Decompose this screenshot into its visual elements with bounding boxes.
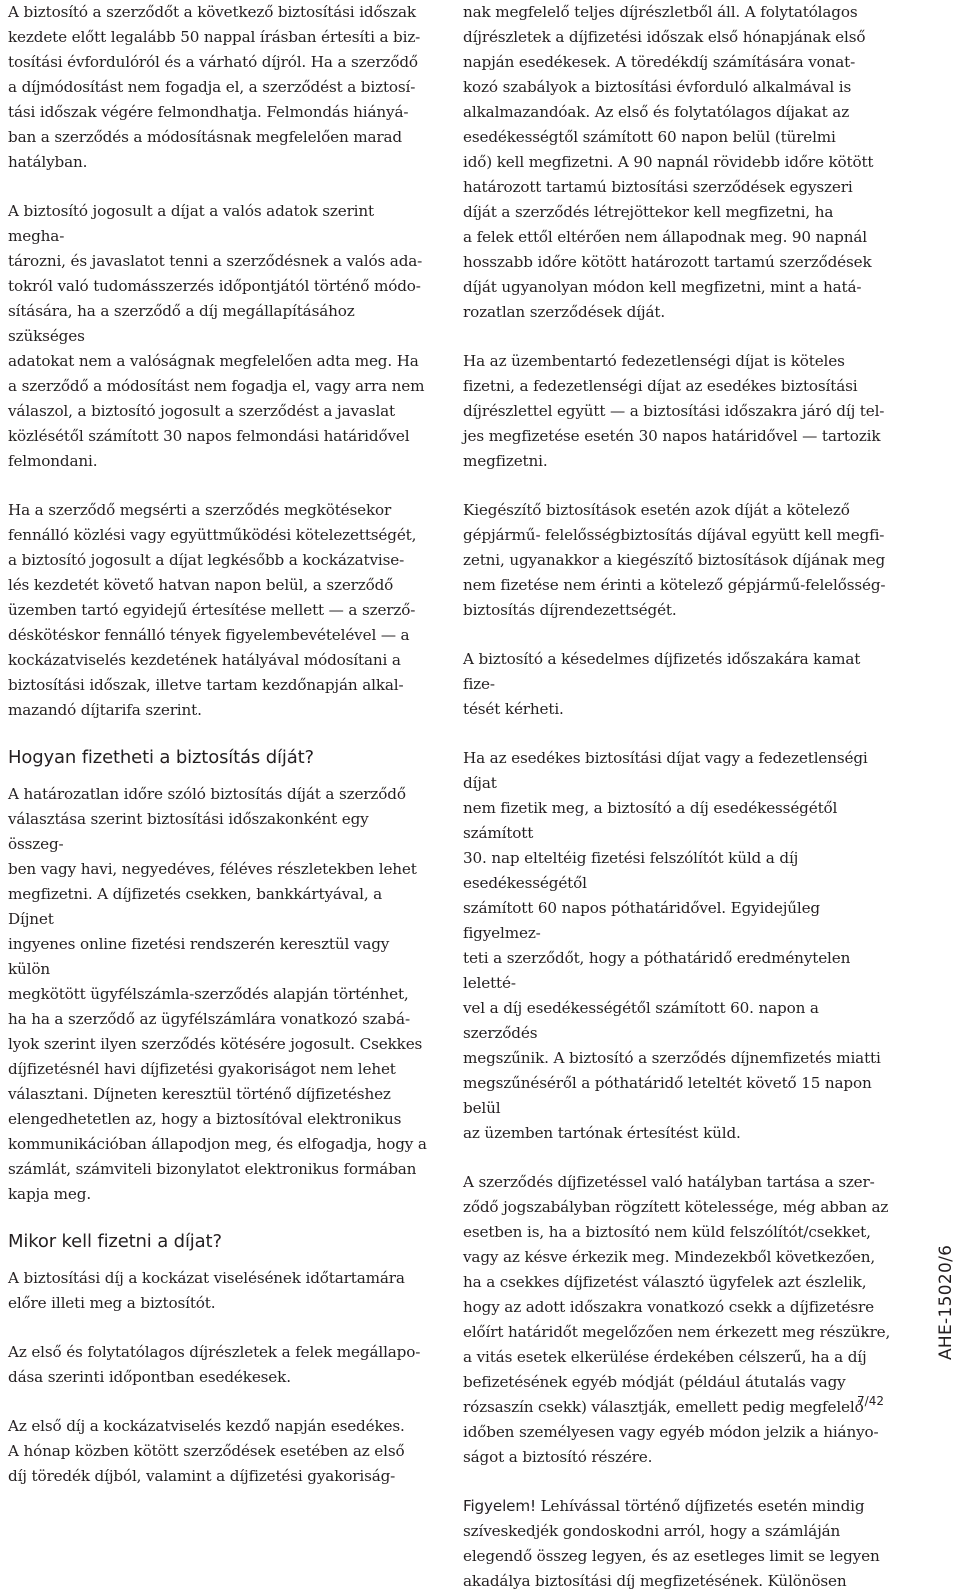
paragraph: A biztosítási díj a kockázat viselésének időtartamára előre illeti meg a biztosítót. <box>8 1269 405 1312</box>
paragraph: A biztosító jogosult a díjat a valós adatok szerint megha- tározni, és javaslatot tenni a szerződésnek a valós ada- tokról való tudomásszerzés időpontjától történő módo- sítására, ha a szerződő a díj megállapításához szükséges adatokat nem a valóságnak megfelelően adta meg. Ha a szerződő a módosítást nem fogadja el, vagy arra nem válaszol, a biztosító jogosult a szerződést a javaslat közlésétől számított 30 napos felmondási határidővel felmondani. <box>8 202 425 470</box>
warning-text: Lehívással történő díjfizetés esetén mindig szíveskedjék gondoskodni arról, hogy a számláján elegendő összeg legyen, és az esetleges limit se legyen akadálya biztosítási díj megfizetésének. Különösen <box>463 1497 880 1590</box>
paragraph: Az első díj a kockázatviselés kezdő napján esedékes. A hónap közben kötött szerződések esetében az első díj töredék díjból, valamint a díjfizetési gyakoriság- <box>8 1417 405 1485</box>
section-heading-payment-due: Mikor kell fizetni a díjat? <box>8 1231 222 1252</box>
paragraph: A biztosító a szerződőt a következő biztosítási időszak kezdete előtt legalább 50 nappal írásban értesíti a biz- tosítási évfordulóról és a várható díjról. Ha a szerződő a díjmódosítást nem fogadja el, a szerződést a biztosí- tási időszak végére felmondhatja. Felmondás hiányá- ban a szerződés a módosításnak megfelelően marad hatályban. <box>8 3 421 171</box>
paragraph: Kiegészítő biztosítások esetén azok díját a kötelező gépjármű- felelősségbiztosítás díjával együtt kell megfi- zetni, ugyanakkor a kiegészítő biztosítások díjának meg nem fizetése nem érinti a kötelező gépjármű-felelősség- biztosítás díjrendezettségét. <box>463 501 886 619</box>
paragraph: Az első és folytatólagos díjrészletek a felek megállapo- dása szerinti időpontban esedékesek. <box>8 1343 421 1386</box>
document-code: AHE-15020/6 <box>936 1244 956 1360</box>
paragraph: Ha a szerződő megsérti a szerződés megkötésekor fennálló közlési vagy együttműködési kötelezettségét, a biztosító jogosult a díjat legkésőbb a kockázatvise- lés kezdetét követő hatvan napon belül, a szerződő üzemben tartó egyidejű értesítése mellett — a szerző- déskötéskor fennálló tények figyelembevételével — a kockázatviselés kezdetének hatályával módosítani a biztosítási időszak, illetve tartam kezdőnapján alkal- mazandó díjtarifa szerint. <box>8 501 417 719</box>
page-number: 7/42 <box>857 1394 884 1408</box>
right-column <box>463 0 893 1594</box>
warning-paragraph <box>463 1494 893 1594</box>
paragraph: A szerződés díjfizetéssel való hatályban tartása a szer- ződő jogszabályban rögzített kötelessége, még abban az esetben is, ha a biztosító nem küld felszólítót/csekket, vagy az késve érkezik meg. Mindezekből következően, ha a csekkes díjfizetést választó ügyfelek azt észlelik, hogy az adott időszakra vonatkozó csekk a díjfizetésre előírt határidőt megelőzően nem érkezett meg részükre, a vitás esetek elkerülése érdekében célszerű, ha a díj befizetésének egyéb módját (például átutalás vagy rózsaszín csekk) választják, emellett pedig megfelelő időben személyesen vagy egyéb módon jelzik a hiányo- ságot a biztosító részére. <box>463 1173 891 1466</box>
left-column <box>8 0 428 1489</box>
paragraph: A biztosító a késedelmes díjfizetés időszakára kamat fize- tését kérheti. <box>463 650 861 718</box>
warning-label: Figyelem! <box>463 1497 536 1515</box>
section-heading-payment-method: Hogyan fizetheti a biztosítás díját? <box>8 747 314 768</box>
paragraph: Ha az esedékes biztosítási díjat vagy a fedezetlenségi díjat nem fizetik meg, a biztosító a díj esedékességétől számított 30. nap elteltéig fizetési felszólítót küld a díj esedékességétől számított 60 napos póthatáridővel. Egyidejűleg figyelmez- teti a szerződőt, hogy a póthatáridő eredménytelen leletté- vel a díj esedékességétől számított 60. napon a szerződés megszűnik. A biztosító a szerződés díjnemfizetés miatti megszűnéséről a póthatáridő leteltét követő 15 napon belül az üzemben tartónak értesítést küld. <box>463 749 881 1142</box>
paragraph: nak megfelelő teljes díjrészletből áll. A folytatólagos díjrészletek a díjfizetési időszak első hónapjának első napján esedékesek. A töredékdíj számítására vonat- kozó szabályok a biztosítási évforduló alkalmával is alkalmazandóak. Az első és folytatólagos díjakat az esedékességtől számított 60 napon belül (türelmi idő) kell megfizetni. A 90 napnál rövidebb időre kötött határozott tartamú biztosítási szerződések egyszeri díját a szerződés létrejöttekor kell megfizetni, ha a felek ettől eltérően nem állapodnak meg. 90 napnál hosszabb időre kötött határozott tartamú szerződések díját ugyanolyan módon kell megfizetni, mint a hatá- rozatlan szerződések díját. <box>463 3 874 321</box>
paragraph: Ha az üzembentartó fedezetlenségi díjat is köteles fizetni, a fedezetlenségi díjat az esedékes biztosítási díjrészlettel együtt — a biztosítási időszakra járó díj tel- jes megfizetése esetén 30 napos határidővel — tartozik megfizetni. <box>463 352 885 470</box>
paragraph: A határozatlan időre szóló biztosítás díját a szerződő választása szerint biztosítási időszakonként egy összeg- ben vagy havi, negyedéves, féléves részletekben lehet megfizetni. A díjfizetés csekken, bankkártyával, a Díjnet ingyenes online fizetési rendszerén keresztül vagy külön megkötött ügyfélszámla-szerződés alapján történhet, ha ha a szerződő az ügyfélszámlára vonatkozó szabá- lyok szerint ilyen szerződés kötésére jogosult. Csekkes díjfizetésnél havi díjfizetési gyakoriságot nem lehet választani. Díjneten keresztül történő díjfizetéshez elengedhetetlen az, hogy a biztosítóval elektronikus kommunikációban állapodjon meg, és elfogadja, hogy a számlát, számviteli bizonylatot elektronikus formában kapja meg. <box>8 785 427 1203</box>
